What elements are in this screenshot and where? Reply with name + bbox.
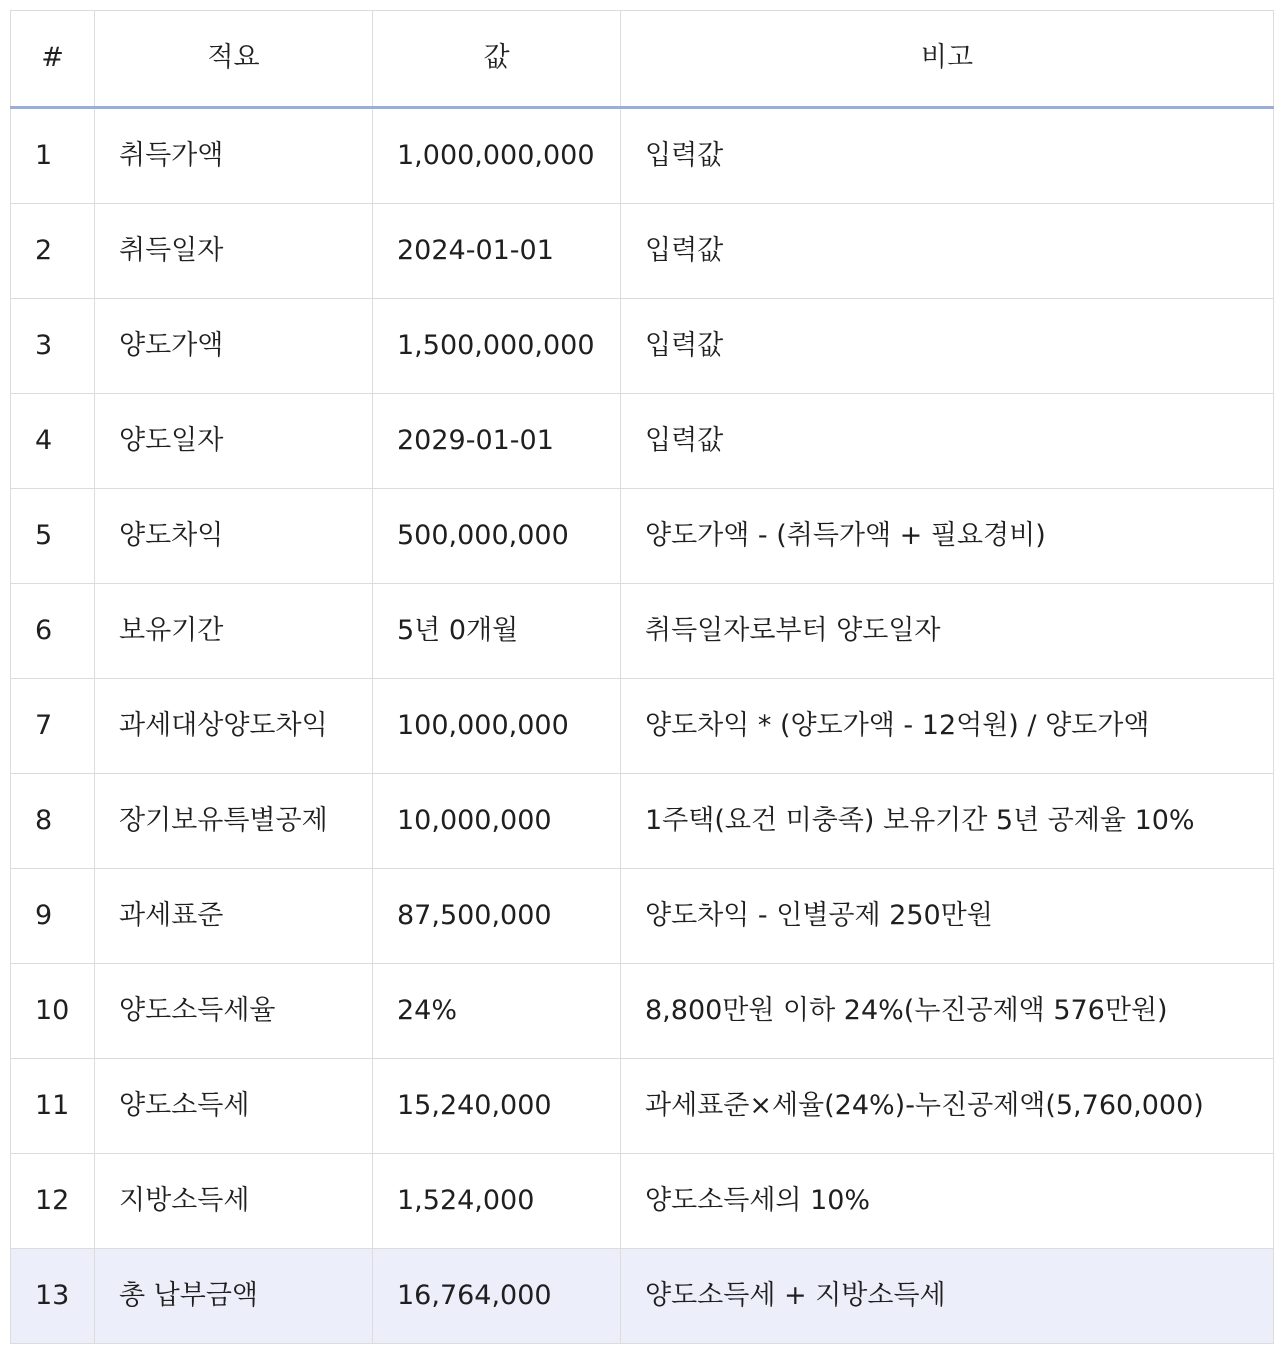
row-value: 500,000,000 xyxy=(373,489,621,584)
row-value: 24% xyxy=(373,964,621,1059)
row-note: 양도소득세 + 지방소득세 xyxy=(621,1249,1274,1344)
table-row xyxy=(11,679,1274,774)
table-row-total xyxy=(11,1249,1274,1344)
table-row xyxy=(11,584,1274,679)
row-value: 5년 0개월 xyxy=(373,584,621,679)
row-note: 1주택(요건 미충족) 보유기간 5년 공제율 10% xyxy=(621,774,1274,869)
row-label: 보유기간 xyxy=(95,584,373,679)
row-number: 1 xyxy=(11,108,95,204)
table-row xyxy=(11,774,1274,869)
row-label: 과세표준 xyxy=(95,869,373,964)
row-label: 과세대상양도차익 xyxy=(95,679,373,774)
row-number: 8 xyxy=(11,774,95,869)
row-number: 13 xyxy=(11,1249,95,1344)
row-note: 8,800만원 이하 24%(누진공제액 576만원) xyxy=(621,964,1274,1059)
row-value: 87,500,000 xyxy=(373,869,621,964)
table-row xyxy=(11,964,1274,1059)
header-item: 적요 xyxy=(95,11,373,108)
row-label: 양도소득세 xyxy=(95,1059,373,1154)
row-note: 양도차익 - 인별공제 250만원 xyxy=(621,869,1274,964)
row-label: 총 납부금액 xyxy=(95,1249,373,1344)
tax-calculation-table xyxy=(10,10,1274,1344)
header-number: # xyxy=(11,11,95,108)
table-row xyxy=(11,204,1274,299)
row-number: 11 xyxy=(11,1059,95,1154)
row-note: 취득일자로부터 양도일자 xyxy=(621,584,1274,679)
table-header-row xyxy=(11,11,1274,108)
row-note: 양도가액 - (취득가액 + 필요경비) xyxy=(621,489,1274,584)
row-value: 1,000,000,000 xyxy=(373,108,621,204)
header-value: 값 xyxy=(373,11,621,108)
row-number: 10 xyxy=(11,964,95,1059)
row-value: 15,240,000 xyxy=(373,1059,621,1154)
row-note: 입력값 xyxy=(621,394,1274,489)
row-number: 3 xyxy=(11,299,95,394)
table-row xyxy=(11,299,1274,394)
row-label: 양도소득세율 xyxy=(95,964,373,1059)
row-number: 6 xyxy=(11,584,95,679)
row-value: 10,000,000 xyxy=(373,774,621,869)
table-row xyxy=(11,489,1274,584)
row-value: 2029-01-01 xyxy=(373,394,621,489)
row-number: 9 xyxy=(11,869,95,964)
row-label: 취득일자 xyxy=(95,204,373,299)
tax-calculation-table-container xyxy=(10,10,1273,1344)
row-value: 1,500,000,000 xyxy=(373,299,621,394)
row-value: 16,764,000 xyxy=(373,1249,621,1344)
row-number: 2 xyxy=(11,204,95,299)
row-note: 입력값 xyxy=(621,108,1274,204)
row-label: 지방소득세 xyxy=(95,1154,373,1249)
row-label: 장기보유특별공제 xyxy=(95,774,373,869)
row-number: 5 xyxy=(11,489,95,584)
row-note: 입력값 xyxy=(621,204,1274,299)
row-label: 양도차익 xyxy=(95,489,373,584)
row-number: 12 xyxy=(11,1154,95,1249)
row-note: 양도차익 * (양도가액 - 12억원) / 양도가액 xyxy=(621,679,1274,774)
row-label: 취득가액 xyxy=(95,108,373,204)
row-number: 4 xyxy=(11,394,95,489)
row-label: 양도일자 xyxy=(95,394,373,489)
row-value: 100,000,000 xyxy=(373,679,621,774)
row-label: 양도가액 xyxy=(95,299,373,394)
table-row xyxy=(11,394,1274,489)
table-row xyxy=(11,1154,1274,1249)
row-value: 2024-01-01 xyxy=(373,204,621,299)
row-value: 1,524,000 xyxy=(373,1154,621,1249)
table-row xyxy=(11,869,1274,964)
row-number: 7 xyxy=(11,679,95,774)
row-note: 과세표준×세율(24%)-누진공제액(5,760,000) xyxy=(621,1059,1274,1154)
header-note: 비고 xyxy=(621,11,1274,108)
row-note: 양도소득세의 10% xyxy=(621,1154,1274,1249)
row-note: 입력값 xyxy=(621,299,1274,394)
table-row xyxy=(11,1059,1274,1154)
table-row xyxy=(11,108,1274,204)
